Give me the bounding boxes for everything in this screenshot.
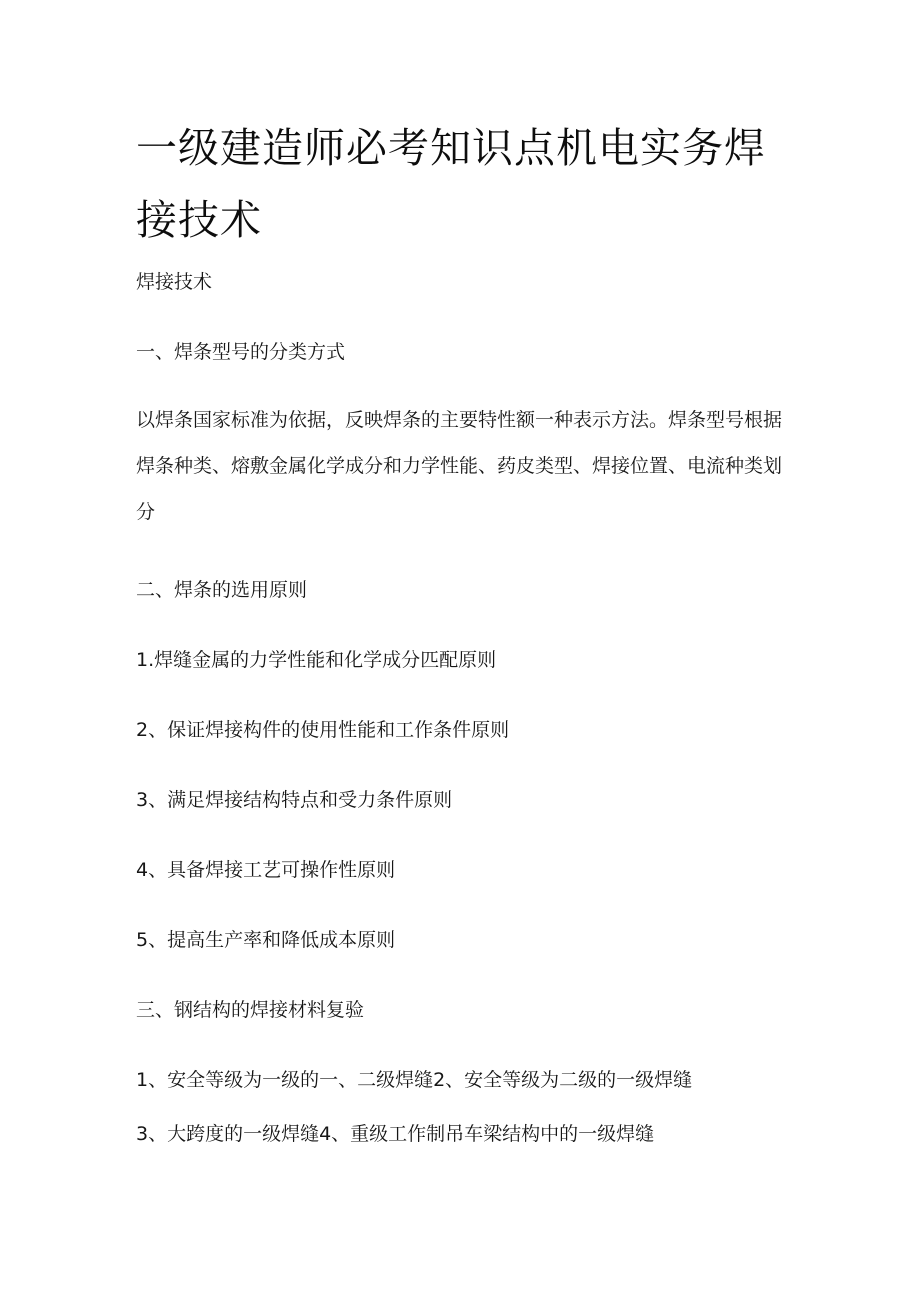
principle-item-5: 5、提高生产率和降低成本原则 [136,929,396,951]
section-3-heading: 三、钢结构的焊接材料复验 [136,999,365,1021]
retest-line-2: 3、大跨度的一级焊缝4、重级工作制吊车梁结构中的一级焊缝 [136,1123,655,1145]
principle-item-1: 1.焊缝金属的力学性能和化学成分匹配原则 [136,649,497,671]
document-subtitle: 焊接技术 [136,271,213,293]
principle-item-3: 3、满足焊接结构特点和受力条件原则 [136,789,453,811]
retest-line-1: 1、安全等级为一级的一、二级焊缝2、安全等级为二级的一级焊缝 [136,1069,693,1091]
principle-item-2: 2、保证焊接构件的使用性能和工作条件原则 [136,719,510,741]
principle-item-4: 4、具备焊接工艺可操作性原则 [136,859,396,881]
document-title: 一级建造师必考知识点机电实务焊接技术 [136,124,766,244]
section-1-heading: 一、焊条型号的分类方式 [136,341,346,363]
section-2-heading: 二、焊条的选用原则 [136,579,308,601]
section-1-body: 以焊条国家标准为依据，反映焊条的主要特性额一种表示方法。焊条型号根据焊条种类、熔敷金属化学成分和力学性能、药皮类型、焊接位置、电流种类划分 [136,409,783,523]
